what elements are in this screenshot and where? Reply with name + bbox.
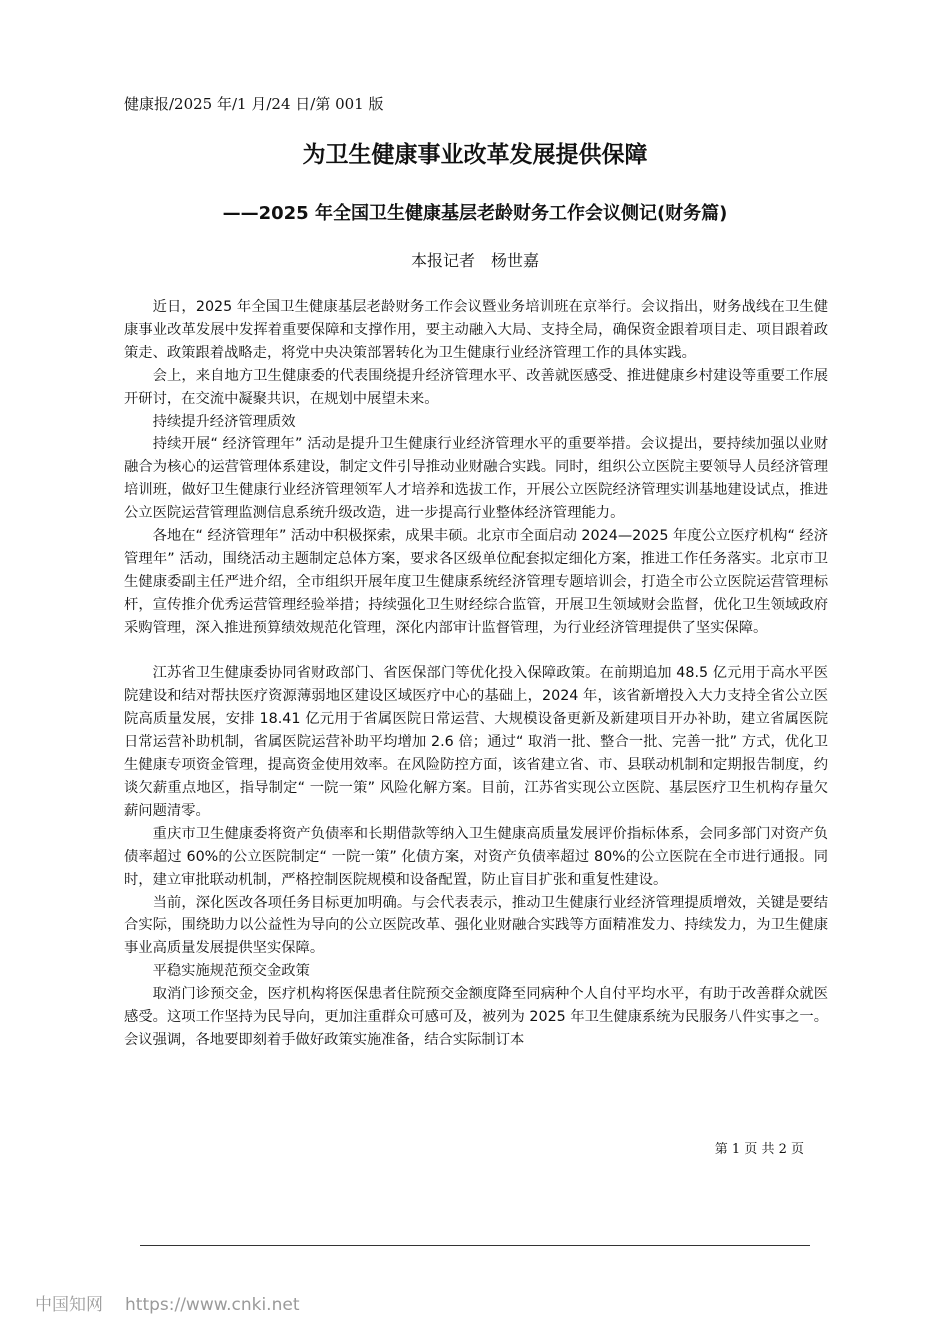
page-number: 第 1 页 共 2 页 (714, 1142, 804, 1157)
paragraph: 近日，2025 年全国卫生健康基层老龄财务工作会议暨业务培训班在京举行。会议指出，财务战线在卫生健康事业改革发展中发挥着重要保障和支撑作用，要主动融入大局、支持全局，确保资金跟着项目走、项目跟着政策走、政策跟着战略走，将党中央决策部署转化为卫生健康行业经济管理工作的具体实践。 (124, 299, 828, 361)
paragraph: 持续开展“ 经济管理年” 活动是提升卫生健康行业经济管理水平的重要举措。会议提出，要持续加强以业财融合为核心的运营管理体系建设，制定文件引导推动业财融合实践。同时，组织公立医院主要领导人员经济管理培训班，做好卫生健康行业经济管理领军人才培养和选拔工作，开展公立医院经济管理实训基地建设试点，推进公立医院运营管理监测信息系统升级改造，进一步提高行业整体经济管理能力。 (124, 436, 828, 522)
article-byline: 本报记者 杨世嘉 (410, 251, 539, 270)
article-subtitle: ——2025 年全国卫生健康基层老龄财务工作会议侧记(财务篇) (222, 203, 728, 224)
section-heading: 平稳实施规范预交金政策 (152, 963, 310, 980)
article-title: 为卫生健康事业改革发展提供保障 (302, 142, 648, 168)
paragraph: 会上，来自地方卫生健康委的代表围绕提升经济管理水平、改善就医感受、推进健康乡村建设等重要工作展开研讨，在交流中凝聚共识，在规划中展望未来。 (124, 367, 828, 407)
watermark (35, 1293, 299, 1317)
paragraph: 各地在“ 经济管理年” 活动中积极探索，成果丰硕。北京市全面启动 2024—2025 年度公立医疗机构“ 经济管理年” 活动，围绕活动主题制定总体方案，要求各区级单位配套拟定细化方案，推进工作任务落实。北京市卫生健康委副主任严进介绍，全市组织开展年度卫生健康系统经济管理专题培训会，打造全市公立医院运营管理标杆，宣传推介优秀运营管理经验举措；持续强化卫生财经综合监管，开展卫生领域财会监督，优化卫生领域政府采购管理，深入推进预算绩效规范化管理，深化内部审计监督管理，为行业经济管理提供了坚实保障。 (124, 528, 828, 636)
source-line: 健康报/2025 年/1 月/24 日/第 001 版 (124, 95, 384, 113)
paragraph: 重庆市卫生健康委将资产负债率和长期借款等纳入卫生健康高质量发展评价指标体系，会同多部门对资产负债率超过 60%的公立医院制定“ 一院一策” 化债方案，对资产负债率超过 80%的公立医院在全市进行通报。同时，建立审批联动机制，严格控制医院规模和设备配置，防止盲目扩张和重复性建设。 (124, 825, 828, 888)
footer-divider (140, 1245, 810, 1246)
paragraph: 江苏省卫生健康委协同省财政部门、省医保部门等优化投入保障政策。在前期追加 48.5 亿元用于高水平医院建设和结对帮扶医疗资源薄弱地区建设区域医疗中心的基础上，2024 年，该省新增投入大力支持全省公立医院高质量发展，安排 18.41 亿元用于省属医院日常运营、大规模设备更新及新建项目开办补助，建立省属医院日常运营补助机制，省属医院运营补助平均增加 2.6 倍；通过“ 取消一批、整合一批、完善一批” 方式，优化卫生健康专项资金管理，提高资金使用效率。在风险防控方面，该省建立省、市、县联动机制和定期报告制度，约谈欠薪重点地区，指导制定“ 一院一策” 风险化解方案。目前，江苏省实现公立医院、基层医疗卫生机构存量欠薪问题清零。 (124, 665, 828, 819)
watermark-brand: 中国知网 (35, 1295, 103, 1315)
article-body (124, 296, 828, 1052)
paragraph: 当前，深化医改各项任务目标更加明确。与会代表表示，推动卫生健康行业经济管理提质增效，关键是要结合实际，围绕助力以公益性为导向的公立医院改革、强化业财融合实践等方面精准发力、持续发力，为卫生健康事业高质量发展提供坚实保障。 (124, 894, 828, 957)
paragraph: 取消门诊预交金，医疗机构将医保患者住院预交金额度降至同病种个人自付平均水平，有助于改善群众就医感受。这项工作坚持为民导向，更加注重群众可感可及，被列为 2025 年卫生健康系统为民服务八件实事之一。会议强调，各地要即刻着手做好政策实施准备，结合实际制订本 (124, 986, 828, 1048)
watermark-url: https://www.cnki.net (125, 1295, 300, 1315)
section-heading: 持续提升经济管理质效 (152, 413, 296, 430)
